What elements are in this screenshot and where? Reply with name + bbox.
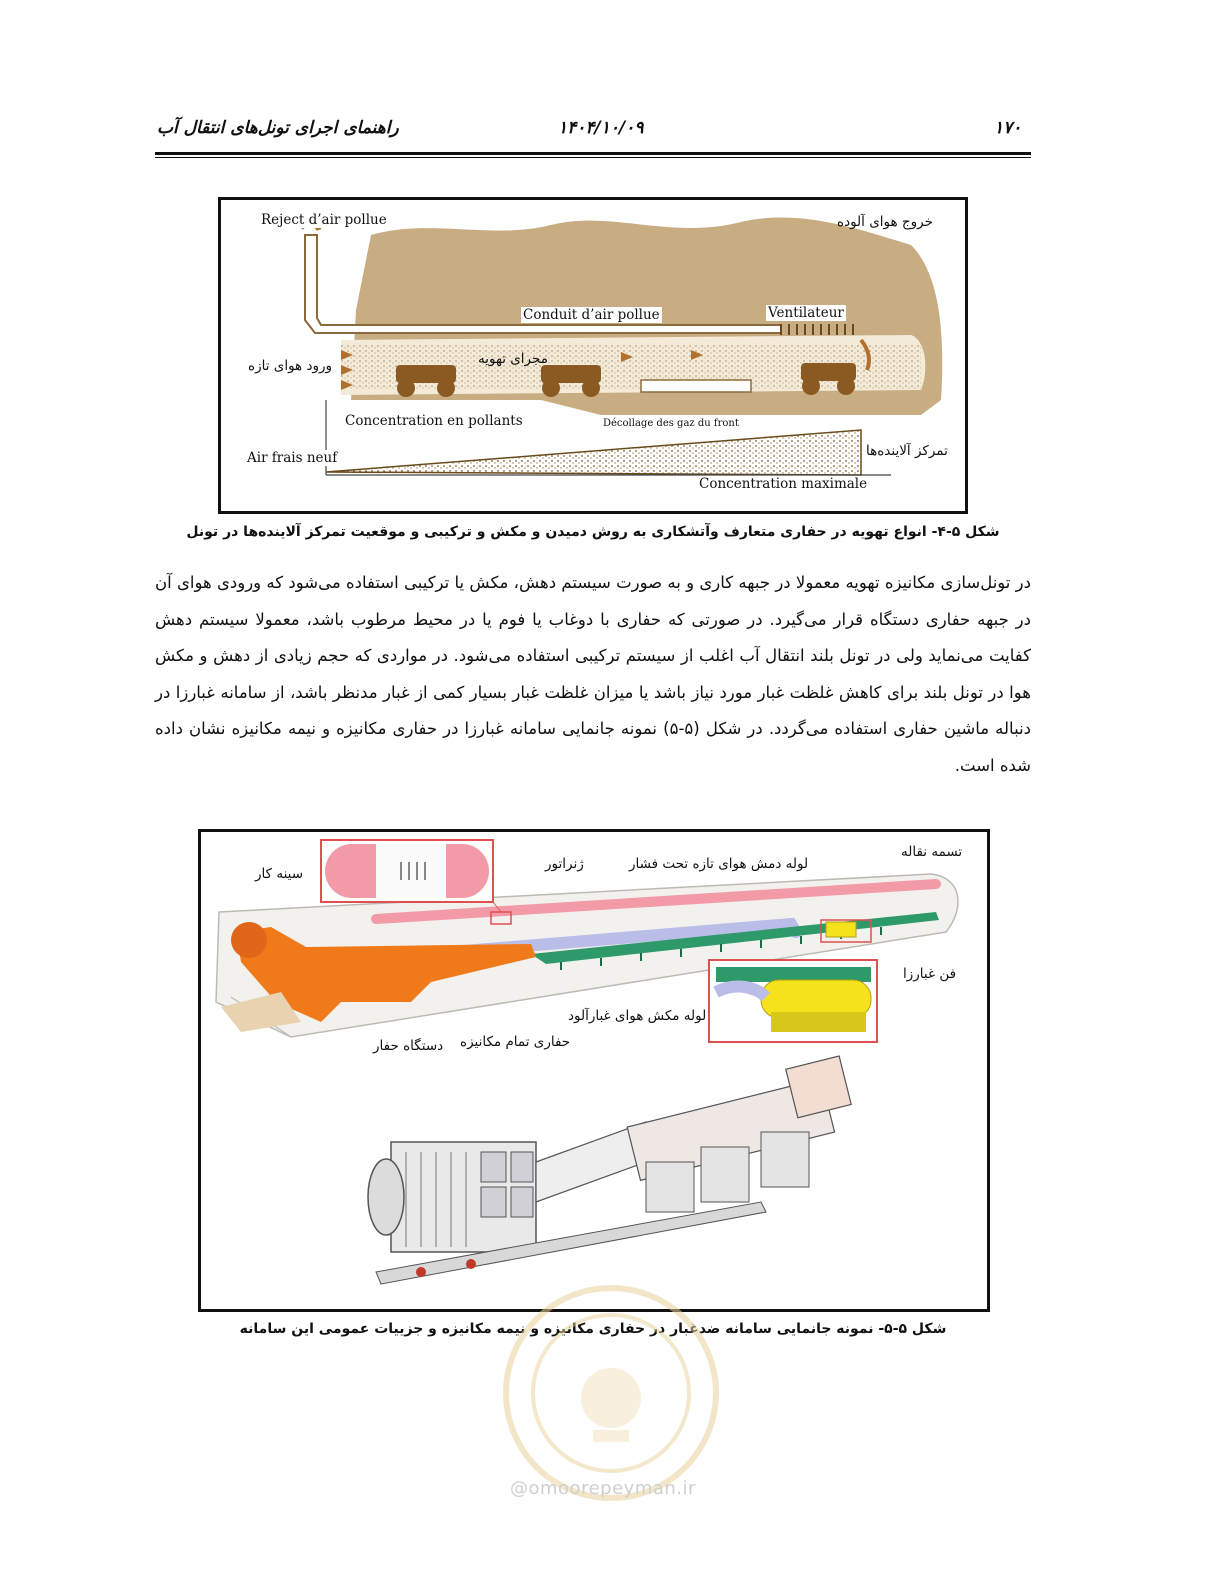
cutter-head xyxy=(231,922,267,958)
running-title: راهنمای اجرای تونل‌های انتقال آب xyxy=(157,118,399,138)
header-rule-thick xyxy=(155,152,1031,155)
figure-dust-system xyxy=(198,829,990,1312)
concentration-wedge xyxy=(326,430,861,475)
watermark-seal xyxy=(498,1280,724,1506)
label-decollage: Décollage des gaz du front xyxy=(601,416,741,432)
label-air-frais: Air frais neuf xyxy=(247,450,338,466)
figure-ventilation-diagram xyxy=(218,197,968,514)
label-concentration: Concentration en pollants xyxy=(345,413,523,429)
label-face: سینه کار xyxy=(255,866,304,882)
watermark-site: @omoorepeyman.ir xyxy=(510,1478,696,1499)
inset-fan-frame xyxy=(771,1012,866,1032)
label-concentration-max: Concentration maximale xyxy=(699,476,868,492)
paragraph-text: در تونل‌سازی مکانیزه تهویه معمولا در جبهه کاری و به صورت سیستم دهش، مکش یا ترکیبی استفاده می‌شود که ورودی هوای آن در جبهه حفاری دستگاه قرار می‌گیرد. در صورتی که حفاری با دوغاب یا فوم یا در محیط مرطوب باشد، معمولا سیستم دهش کفایت می‌نماید ولی در تونل بلند انتقال آب اغلب از سیستم ترکیبی استفاده می‌شود. در مواردی که حجم زیادی از دهش و مکش هوا در تونل بلند برای کاهش غلظت غبار مورد نیاز باشد یا میزان غلظت غبار بسیار کمی از غبار مدنظر باشد، از سامانه غبارزا در دنباله ماشین حفاری استفاده می‌گردد. در شکل (۵-۵) نمونه جانمایی سامانه غبارزا در حفاری مکانیزه و نیمه مکانیزه نشان داده شده است. xyxy=(155,573,1032,775)
label-fresh-in-fa: ورود هوای تازه xyxy=(248,358,333,374)
label-belt: تسمه نقاله xyxy=(901,844,963,860)
label-tbm: دستگاه حفار xyxy=(373,1038,444,1054)
figure1-caption: شکل ۵-۴- انواع تهویه در حفاری متعارف وآتشکاری به روش دمیدن و مکش و ترکیبی و موقعیت تمرکز آلاینده‌ها در تونل xyxy=(186,524,1000,540)
label-pollutant-fa: تمرکز آلاینده‌ها xyxy=(866,443,948,459)
page-number: ۱۷۰ xyxy=(994,118,1022,138)
label-reject: Reject d’air pollue xyxy=(261,212,387,228)
train xyxy=(641,380,751,392)
label-dust-fan: فن غبارزا xyxy=(903,966,957,982)
label-ventilateur: Ventilateur xyxy=(768,305,844,321)
figure2-caption: شکل ۵-۵- نمونه جانمایی سامانه ضدغبار در حفاری مکانیزه و نیمه مکانیزه و جزییات عمومی این سامانه xyxy=(239,1321,947,1337)
label-duct-fa: مجرای تهویه xyxy=(478,351,548,367)
label-generator: ژنراتور xyxy=(545,856,584,872)
label-exhaust-fa: خروج هوای آلوده xyxy=(837,214,933,230)
seal-icon xyxy=(498,1280,724,1506)
generator-detail xyxy=(376,844,446,898)
label-fresh-pipe: لوله دمش هوای تازه تحت فشار xyxy=(629,856,809,872)
header-date: ۱۴۰۴/۱۰/۰۹ xyxy=(558,118,644,138)
dust-collector-machine xyxy=(368,1056,851,1284)
body-paragraph xyxy=(155,565,1031,784)
label-conduit: Conduit d’air pollue xyxy=(523,307,660,323)
dust-fan-small xyxy=(826,922,856,937)
header-rule-thin xyxy=(155,157,1031,158)
dust-system-illustration xyxy=(201,832,987,1309)
label-full-mech: حفاری تمام مکانیزه xyxy=(460,1034,571,1050)
label-dusty-pipe: لوله مکش هوای غبارآلود xyxy=(568,1008,707,1024)
